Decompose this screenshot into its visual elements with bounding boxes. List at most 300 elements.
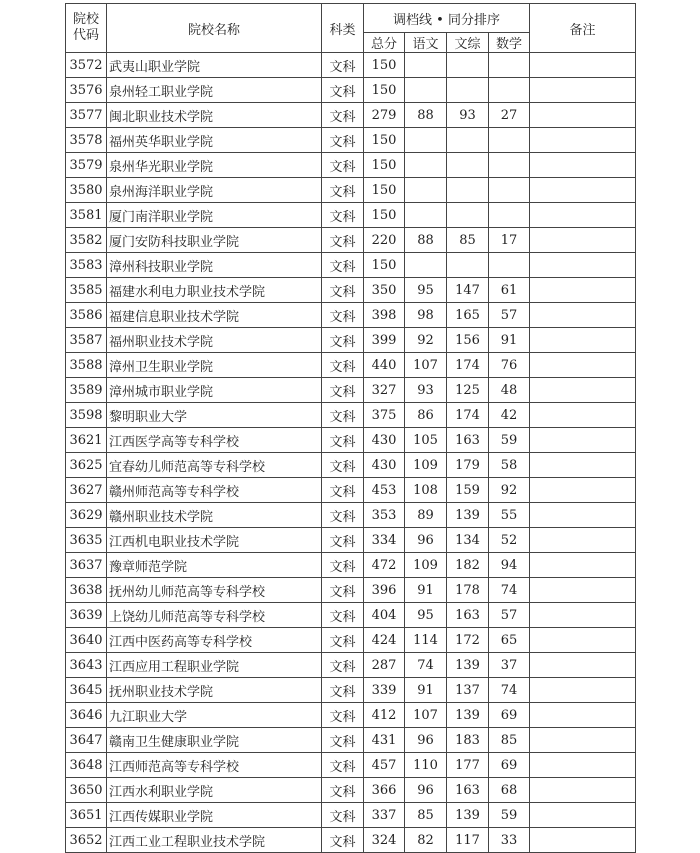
cell-code: 3579: [66, 153, 107, 178]
cell-total: 375: [364, 403, 405, 428]
cell-chinese: 95: [405, 278, 447, 303]
cell-remark: [530, 828, 636, 853]
cell-math: 69: [489, 753, 530, 778]
cell-subject: 文科: [322, 453, 364, 478]
table-row: [66, 728, 636, 753]
header-score-group: 调档线 • 同分排序: [364, 4, 530, 33]
table-row: [66, 428, 636, 453]
cell-total: 327: [364, 378, 405, 403]
table-row: [66, 753, 636, 778]
cell-school-name: 江西传媒职业学院: [107, 803, 322, 828]
cell-remark: [530, 703, 636, 728]
cell-subject: 文科: [322, 53, 364, 78]
cell-subject: 文科: [322, 278, 364, 303]
cell-code: 3627: [66, 478, 107, 503]
cell-remark: [530, 603, 636, 628]
cell-code: 3585: [66, 278, 107, 303]
cell-chinese: 107: [405, 353, 447, 378]
cell-math: 17: [489, 228, 530, 253]
table-row: [66, 278, 636, 303]
cell-school-name: 江西机电职业技术学院: [107, 528, 322, 553]
cell-code: 3647: [66, 728, 107, 753]
cell-code: 3598: [66, 403, 107, 428]
cell-subject: 文科: [322, 303, 364, 328]
cell-school-name: 泉州华光职业学院: [107, 153, 322, 178]
cell-liberal: [447, 153, 489, 178]
table-row: [66, 128, 636, 153]
header-code-line1: 院校: [72, 12, 99, 27]
cell-code: 3651: [66, 803, 107, 828]
cell-chinese: [405, 128, 447, 153]
table-row: [66, 678, 636, 703]
table-row: [66, 78, 636, 103]
cell-subject: 文科: [322, 403, 364, 428]
cell-liberal: 93: [447, 103, 489, 128]
table-row: [66, 628, 636, 653]
table-row: [66, 578, 636, 603]
cell-total: 396: [364, 578, 405, 603]
cell-liberal: [447, 253, 489, 278]
cell-math: [489, 53, 530, 78]
cell-total: 430: [364, 453, 405, 478]
cell-math: 94: [489, 553, 530, 578]
cell-remark: [530, 803, 636, 828]
cell-subject: 文科: [322, 428, 364, 453]
cell-code: 3621: [66, 428, 107, 453]
cell-subject: 文科: [322, 478, 364, 503]
cell-code: 3586: [66, 303, 107, 328]
cell-remark: [530, 53, 636, 78]
cell-liberal: 177: [447, 753, 489, 778]
cell-liberal: 172: [447, 628, 489, 653]
cell-remark: [530, 278, 636, 303]
cell-total: 350: [364, 278, 405, 303]
cell-total: 287: [364, 653, 405, 678]
header-code-line2: 代码: [72, 28, 99, 43]
cell-math: 42: [489, 403, 530, 428]
cell-total: 339: [364, 678, 405, 703]
cell-subject: 文科: [322, 203, 364, 228]
cell-chinese: 88: [405, 228, 447, 253]
cell-liberal: 139: [447, 703, 489, 728]
cell-math: [489, 153, 530, 178]
table-row: [66, 453, 636, 478]
cell-remark: [530, 653, 636, 678]
cell-chinese: 88: [405, 103, 447, 128]
cell-code: 3635: [66, 528, 107, 553]
cell-code: 3578: [66, 128, 107, 153]
cell-remark: [530, 678, 636, 703]
cell-school-name: 漳州科技职业学院: [107, 253, 322, 278]
cell-liberal: [447, 53, 489, 78]
cell-code: 3652: [66, 828, 107, 853]
cell-subject: 文科: [322, 828, 364, 853]
cell-liberal: 163: [447, 778, 489, 803]
cell-chinese: 95: [405, 603, 447, 628]
cell-subject: 文科: [322, 378, 364, 403]
cell-total: 150: [364, 128, 405, 153]
cell-liberal: 178: [447, 578, 489, 603]
table-row: [66, 603, 636, 628]
table-row: [66, 703, 636, 728]
cell-chinese: 105: [405, 428, 447, 453]
cell-math: 69: [489, 703, 530, 728]
cell-total: 334: [364, 528, 405, 553]
cell-math: [489, 178, 530, 203]
cell-school-name: 抚州幼儿师范高等专科学校: [107, 578, 322, 603]
cell-math: [489, 203, 530, 228]
cell-subject: 文科: [322, 803, 364, 828]
cell-school-name: 九江职业大学: [107, 703, 322, 728]
cell-liberal: 134: [447, 528, 489, 553]
cell-math: 76: [489, 353, 530, 378]
cell-school-name: 泉州轻工职业学院: [107, 78, 322, 103]
cell-math: 37: [489, 653, 530, 678]
cell-subject: 文科: [322, 703, 364, 728]
cell-remark: [530, 228, 636, 253]
cell-subject: 文科: [322, 153, 364, 178]
cell-chinese: 114: [405, 628, 447, 653]
cell-remark: [530, 753, 636, 778]
cell-subject: 文科: [322, 178, 364, 203]
cell-math: 27: [489, 103, 530, 128]
header-math: 数学: [489, 33, 530, 53]
cell-math: [489, 253, 530, 278]
table-row: [66, 778, 636, 803]
cell-liberal: 137: [447, 678, 489, 703]
cell-school-name: 漳州卫生职业学院: [107, 353, 322, 378]
header-liberal: 文综: [447, 33, 489, 53]
cell-subject: 文科: [322, 328, 364, 353]
cell-total: 220: [364, 228, 405, 253]
cell-school-name: 江西应用工程职业学院: [107, 653, 322, 678]
cell-math: 74: [489, 578, 530, 603]
table-row: [66, 528, 636, 553]
cell-code: 3638: [66, 578, 107, 603]
cell-subject: 文科: [322, 103, 364, 128]
cell-total: 424: [364, 628, 405, 653]
cell-chinese: 89: [405, 503, 447, 528]
cell-remark: [530, 628, 636, 653]
table-row: [66, 553, 636, 578]
header-total: 总分: [364, 33, 405, 53]
cell-remark: [530, 503, 636, 528]
cell-total: 353: [364, 503, 405, 528]
cell-code: 3639: [66, 603, 107, 628]
cell-liberal: [447, 78, 489, 103]
cell-total: 404: [364, 603, 405, 628]
cell-subject: 文科: [322, 228, 364, 253]
cell-chinese: 96: [405, 528, 447, 553]
cell-liberal: 85: [447, 228, 489, 253]
cell-math: 91: [489, 328, 530, 353]
cell-school-name: 抚州职业技术学院: [107, 678, 322, 703]
table-row: [66, 328, 636, 353]
table-row: [66, 503, 636, 528]
cell-liberal: 163: [447, 428, 489, 453]
cell-code: 3577: [66, 103, 107, 128]
table-row: [66, 228, 636, 253]
cell-subject: 文科: [322, 728, 364, 753]
cell-chinese: 109: [405, 453, 447, 478]
cell-liberal: 139: [447, 803, 489, 828]
table-row: [66, 478, 636, 503]
cell-code: 3650: [66, 778, 107, 803]
cell-liberal: 156: [447, 328, 489, 353]
cell-chinese: 86: [405, 403, 447, 428]
cell-code: 3637: [66, 553, 107, 578]
table-row: [66, 653, 636, 678]
cell-chinese: [405, 78, 447, 103]
cell-math: 57: [489, 603, 530, 628]
cell-math: 65: [489, 628, 530, 653]
table-row: [66, 203, 636, 228]
table-row: [66, 53, 636, 78]
cell-chinese: 91: [405, 678, 447, 703]
cell-math: 58: [489, 453, 530, 478]
cell-remark: [530, 453, 636, 478]
cell-total: 457: [364, 753, 405, 778]
cell-total: 430: [364, 428, 405, 453]
cell-school-name: 福州职业技术学院: [107, 328, 322, 353]
cell-total: 150: [364, 153, 405, 178]
cell-math: 59: [489, 428, 530, 453]
cell-chinese: [405, 53, 447, 78]
cell-subject: 文科: [322, 678, 364, 703]
cell-school-name: 福建水利电力职业技术学院: [107, 278, 322, 303]
cell-school-name: 江西工业工程职业技术学院: [107, 828, 322, 853]
cell-code: 3588: [66, 353, 107, 378]
header-school-name: 院校名称: [107, 4, 322, 53]
cell-remark: [530, 428, 636, 453]
cell-code: 3572: [66, 53, 107, 78]
cell-total: 324: [364, 828, 405, 853]
header-subject: 科类: [322, 4, 364, 53]
cell-chinese: [405, 253, 447, 278]
cell-math: 52: [489, 528, 530, 553]
cell-subject: 文科: [322, 753, 364, 778]
cell-school-name: 江西水利职业学院: [107, 778, 322, 803]
cell-school-name: 福建信息职业技术学院: [107, 303, 322, 328]
cell-math: [489, 128, 530, 153]
cell-remark: [530, 478, 636, 503]
cell-code: 3580: [66, 178, 107, 203]
cell-chinese: 110: [405, 753, 447, 778]
cell-code: 3645: [66, 678, 107, 703]
cell-school-name: 豫章师范学院: [107, 553, 322, 578]
cell-liberal: 174: [447, 353, 489, 378]
cell-school-name: 闽北职业技术学院: [107, 103, 322, 128]
cell-school-name: 江西医学高等专科学校: [107, 428, 322, 453]
header-remark: 备注: [530, 4, 636, 53]
cell-code: 3625: [66, 453, 107, 478]
cell-chinese: 109: [405, 553, 447, 578]
cell-school-name: 厦门安防科技职业学院: [107, 228, 322, 253]
cell-remark: [530, 553, 636, 578]
cell-math: 59: [489, 803, 530, 828]
cell-chinese: 85: [405, 803, 447, 828]
cell-code: 3576: [66, 78, 107, 103]
cell-chinese: 82: [405, 828, 447, 853]
cell-remark: [530, 78, 636, 103]
cell-chinese: 96: [405, 728, 447, 753]
cell-subject: 文科: [322, 603, 364, 628]
cell-school-name: 武夷山职业学院: [107, 53, 322, 78]
cell-school-name: 赣南卫生健康职业学院: [107, 728, 322, 753]
table-row: [66, 153, 636, 178]
cell-liberal: 147: [447, 278, 489, 303]
cell-remark: [530, 128, 636, 153]
cell-chinese: 74: [405, 653, 447, 678]
cell-chinese: 92: [405, 328, 447, 353]
cell-math: 85: [489, 728, 530, 753]
cell-math: 33: [489, 828, 530, 853]
cell-remark: [530, 303, 636, 328]
table-row: [66, 253, 636, 278]
cell-school-name: 厦门南洋职业学院: [107, 203, 322, 228]
cell-chinese: [405, 153, 447, 178]
cell-subject: 文科: [322, 528, 364, 553]
cell-remark: [530, 528, 636, 553]
cell-school-name: 漳州城市职业学院: [107, 378, 322, 403]
cell-total: 366: [364, 778, 405, 803]
cell-remark: [530, 728, 636, 753]
cell-school-name: 福州英华职业学院: [107, 128, 322, 153]
cell-total: 412: [364, 703, 405, 728]
cell-total: 431: [364, 728, 405, 753]
cell-total: 150: [364, 78, 405, 103]
cell-math: 55: [489, 503, 530, 528]
cell-math: 92: [489, 478, 530, 503]
cell-math: 48: [489, 378, 530, 403]
cell-liberal: [447, 178, 489, 203]
cell-chinese: 108: [405, 478, 447, 503]
cell-total: 150: [364, 203, 405, 228]
table-row: [66, 178, 636, 203]
cell-remark: [530, 353, 636, 378]
cell-total: 150: [364, 178, 405, 203]
cell-liberal: 174: [447, 403, 489, 428]
cell-remark: [530, 328, 636, 353]
cell-code: 3587: [66, 328, 107, 353]
cell-subject: 文科: [322, 503, 364, 528]
cell-total: 398: [364, 303, 405, 328]
cell-liberal: 165: [447, 303, 489, 328]
cell-remark: [530, 253, 636, 278]
cell-total: 472: [364, 553, 405, 578]
cell-math: 61: [489, 278, 530, 303]
header-code: [66, 4, 107, 53]
cell-liberal: 117: [447, 828, 489, 853]
cell-chinese: 91: [405, 578, 447, 603]
cell-total: 453: [364, 478, 405, 503]
table-row: [66, 378, 636, 403]
cell-subject: 文科: [322, 78, 364, 103]
cell-school-name: 江西师范高等专科学校: [107, 753, 322, 778]
cell-total: 150: [364, 53, 405, 78]
cell-math: 68: [489, 778, 530, 803]
cell-liberal: [447, 128, 489, 153]
cell-liberal: [447, 203, 489, 228]
cell-liberal: 159: [447, 478, 489, 503]
cell-total: 279: [364, 103, 405, 128]
cell-remark: [530, 378, 636, 403]
cell-code: 3629: [66, 503, 107, 528]
cell-subject: 文科: [322, 628, 364, 653]
header-chinese: 语文: [405, 33, 447, 53]
cell-remark: [530, 403, 636, 428]
table-row: [66, 103, 636, 128]
cell-math: 57: [489, 303, 530, 328]
cell-subject: 文科: [322, 128, 364, 153]
cell-code: 3581: [66, 203, 107, 228]
cell-remark: [530, 103, 636, 128]
cell-remark: [530, 178, 636, 203]
cell-remark: [530, 578, 636, 603]
cell-liberal: 125: [447, 378, 489, 403]
cell-total: 399: [364, 328, 405, 353]
cell-school-name: 上饶幼儿师范高等专科学校: [107, 603, 322, 628]
cell-subject: 文科: [322, 578, 364, 603]
cell-school-name: 赣州师范高等专科学校: [107, 478, 322, 503]
table-row: [66, 403, 636, 428]
cell-liberal: 182: [447, 553, 489, 578]
cell-subject: 文科: [322, 353, 364, 378]
table-row: [66, 828, 636, 853]
cell-remark: [530, 203, 636, 228]
cell-code: 3646: [66, 703, 107, 728]
cell-school-name: 赣州职业技术学院: [107, 503, 322, 528]
cell-remark: [530, 153, 636, 178]
cell-chinese: [405, 178, 447, 203]
cell-math: [489, 78, 530, 103]
cell-code: 3589: [66, 378, 107, 403]
cell-chinese: 98: [405, 303, 447, 328]
cell-chinese: 93: [405, 378, 447, 403]
cell-total: 337: [364, 803, 405, 828]
cell-subject: 文科: [322, 653, 364, 678]
table-row: [66, 303, 636, 328]
cell-chinese: [405, 203, 447, 228]
cell-code: 3583: [66, 253, 107, 278]
cell-subject: 文科: [322, 553, 364, 578]
cell-math: 74: [489, 678, 530, 703]
cell-chinese: 96: [405, 778, 447, 803]
cell-total: 150: [364, 253, 405, 278]
cell-subject: 文科: [322, 778, 364, 803]
cell-remark: [530, 778, 636, 803]
table-row: [66, 353, 636, 378]
cell-liberal: 183: [447, 728, 489, 753]
cell-liberal: 179: [447, 453, 489, 478]
cell-code: 3582: [66, 228, 107, 253]
cell-chinese: 107: [405, 703, 447, 728]
table-row: [66, 803, 636, 828]
cell-code: 3640: [66, 628, 107, 653]
cell-code: 3643: [66, 653, 107, 678]
admission-table-container: [65, 3, 636, 853]
cell-school-name: 泉州海洋职业学院: [107, 178, 322, 203]
cell-liberal: 139: [447, 653, 489, 678]
cell-liberal: 139: [447, 503, 489, 528]
admission-score-table: [65, 3, 636, 853]
cell-school-name: 宜春幼儿师范高等专科学校: [107, 453, 322, 478]
header-row-top: [66, 4, 636, 33]
cell-school-name: 江西中医药高等专科学校: [107, 628, 322, 653]
cell-total: 440: [364, 353, 405, 378]
cell-subject: 文科: [322, 253, 364, 278]
cell-code: 3648: [66, 753, 107, 778]
